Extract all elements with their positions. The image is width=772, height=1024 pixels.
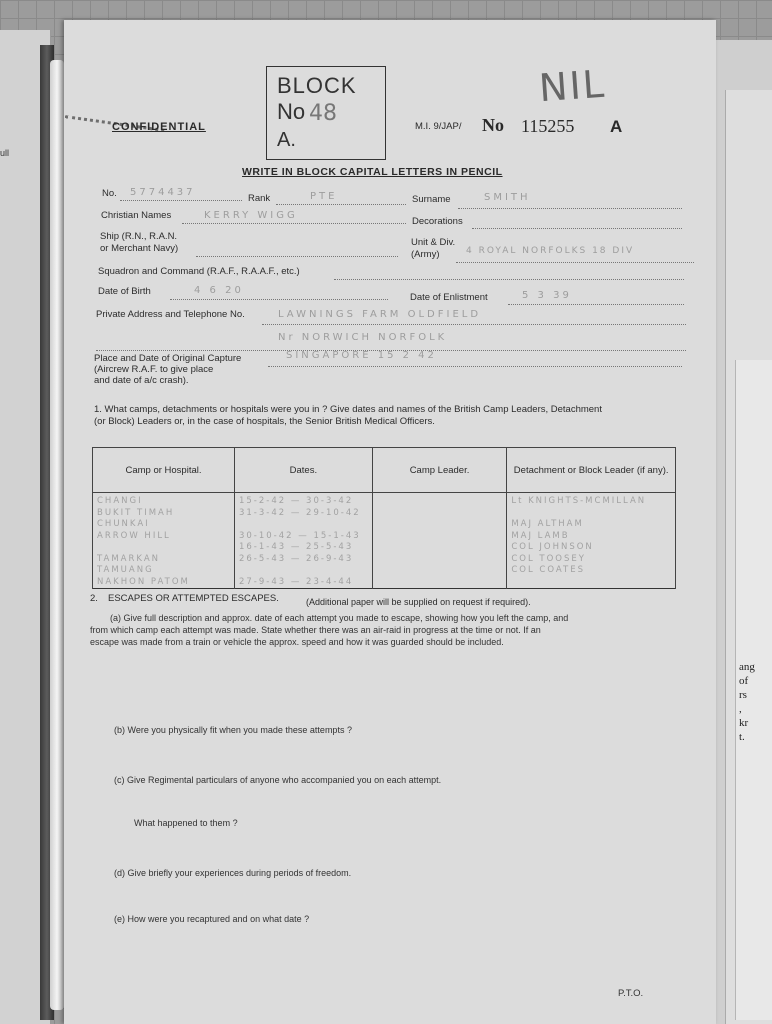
detachment-entry: MAJ LAMB [511,530,570,541]
classification-label: CONFIDENTIAL [112,121,206,133]
question-1-line-2: (or Block) Leaders or, in the case of hospitals, the Senior British Medical Officers. [94,416,435,427]
stamp-a-text: A. [277,129,296,151]
form-series: A [610,117,623,136]
detachment-entry [511,577,671,589]
question-2c: (c) Give Regimental particulars of anyone who accompanied you on each attempt. [114,775,442,785]
capture-line [268,366,682,367]
section-2-heading: ESCAPES OR ATTEMPTED ESCAPES. [108,593,279,604]
dob-line [170,299,388,300]
leader-entry [377,542,503,554]
camps-table [92,447,676,589]
leader-entry [377,508,503,520]
christian-names-value: KERRY WIGG [204,210,298,221]
stamp-block-text: BLOCK [277,73,357,98]
unit-value: 4 ROYAL NORFOLKS 18 DIV [466,246,635,256]
question-2c-followup: What happened to them ? [134,818,238,828]
leader-entry [377,577,503,589]
enlistment-value: 5 3 39 [522,290,572,301]
question-2d: (d) Give briefly your experiences during periods of freedom. [114,868,352,878]
camp-entry: TAMUANG [97,565,154,575]
left-page-fragment: ull [0,148,10,158]
camp-entry: BUKIT TIMAH [97,507,175,518]
camp-entry: NAKHON PATOM [97,576,190,587]
detachment-leader-header: Detachment or Block Leader (if any). [507,448,676,493]
enlistment-label: Date of Enlistment [410,292,488,303]
no-label: No. [102,188,117,199]
enlistment-line [508,304,684,305]
dates-header: Dates. [234,448,372,493]
right-fragment: rs [739,689,747,701]
form-number: 115255 [521,116,575,136]
date-entry: 15-2-42 — 30-3-42 [238,496,354,506]
date-entry [239,565,368,577]
address-value-2: Nr NORWICH NORFOLK [278,332,448,343]
ship-label-1: Ship (R.N., R.A.N. [100,231,178,242]
leader-entry [377,531,503,543]
detachment-column [507,493,676,589]
rank-value: PTE [310,191,338,202]
ship-label-2: or Merchant Navy) [100,243,179,254]
leader-entry [377,496,503,508]
address-value-1: LAWNINGS FARM OLDFIELD [278,309,482,320]
section-2-note: (Additional paper will be supplied on request if required). [306,597,531,607]
unit-line [456,262,694,263]
camp-or-hospital-header: Camp or Hospital. [93,448,235,493]
right-page-stack [715,40,772,1024]
stamp-no-text: No [277,99,306,124]
detachment-entry: COL COATES [511,565,585,575]
question-2a-line-3: escape was made from a train or vehicle the approx. speed and how it was guarded should be included. [90,637,504,647]
dob-label: Date of Birth [98,286,151,297]
right-fragment: , [739,703,742,715]
surname-label: Surname [412,194,451,205]
capture-value: SINGAPORE 15 2 42 [286,350,437,361]
decorations-label: Decorations [412,216,463,227]
rank-line [276,204,406,205]
detachment-entry: Lt KNIGHTS-MCMILLAN [511,496,647,506]
capture-label-2: (Aircrew R.A.F. to give place [94,364,214,375]
nil-annotation: NIL [537,61,608,111]
question-2a-line-2: from which camp each attempt was made. State whether there was an air-raid in progress at the time or not. If an [90,625,541,635]
camp-entry [97,542,230,554]
camp-entry: CHANGI [97,496,143,506]
question-2a-line-1: (a) Give full description and approx. date of each attempt you made to escape, showing how you left the camp, and [110,613,569,623]
block-stamp [266,66,386,160]
form-sheet [64,20,716,1024]
no-line [120,200,242,201]
camp-entry: TAMARKAN [97,553,160,564]
camp-column [93,493,235,589]
no-value: 5774437 [130,187,196,198]
dates-column [234,493,372,589]
detachment-entry: COL JOHNSON [511,542,594,552]
leader-entry [377,565,503,577]
right-fragment: kr [739,717,749,729]
instruction-heading: WRITE IN BLOCK CAPITAL LETTERS IN PENCIL [242,166,503,178]
date-entry: 16-1-43 — 25-5-43 [238,542,354,552]
surname-value: SMITH [484,192,531,203]
detachment-entry: MAJ ALTHAM [511,519,584,529]
camp-entry: ARROW HILL [97,530,171,541]
ship-line [196,256,398,257]
number-mark: No [482,115,504,135]
squadron-label: Squadron and Command (R.A.F., R.A.A.F., etc.) [98,266,300,277]
date-entry: 26-5-43 — 26-9-43 [238,553,354,564]
right-fragment: ang [739,661,755,673]
christian-names-line [182,223,406,224]
section-2-number: 2. [90,593,98,604]
camp-leader-column [372,493,507,589]
date-entry: 30-10-42 — 15-1-43 [238,530,361,541]
detachment-entry [511,508,671,520]
unit-label-2: (Army) [411,249,440,260]
leader-entry [377,554,503,566]
camp-entry: CHUNKAI [97,519,150,529]
capture-label-3: and date of a/c crash). [94,375,189,386]
right-page-fragments [739,660,755,744]
date-entry: 27-9-43 — 23-4-44 [238,576,354,587]
stamp-block-number: 48 [309,101,337,126]
unit-label-1: Unit & Div. [411,237,456,248]
question-2b: (b) Were you physically fit when you made these attempts ? [114,725,352,735]
pto-label: P.T.O. [618,988,644,999]
address-label: Private Address and Telephone No. [96,309,245,320]
christian-names-label: Christian Names [101,210,172,221]
rank-label: Rank [248,193,271,204]
capture-label-1: Place and Date of Original Capture [94,353,242,364]
squadron-line [334,279,684,280]
address-line-1 [262,324,686,325]
leader-entry [377,519,503,531]
detachment-entry: COL TOOSEY [511,553,586,564]
surname-line [458,208,682,209]
decorations-line [472,228,682,229]
question-1-line-1: 1. What camps, detachments or hospitals were you in ? Give dates and names of the British Camp Leaders, Detachment [94,404,602,415]
date-entry [239,519,368,531]
question-2e: (e) How were you recaptured and on what date ? [114,914,310,924]
binder-rod [50,60,64,1010]
reference-prefix: M.I. 9/JAP/ [415,121,462,132]
right-fragment: t. [739,731,745,743]
date-entry: 31-3-42 — 29-10-42 [238,507,361,518]
right-fragment: of [739,675,749,687]
camp-leader-header: Camp Leader. [372,448,507,493]
dob-value: 4 6 20 [194,285,244,296]
